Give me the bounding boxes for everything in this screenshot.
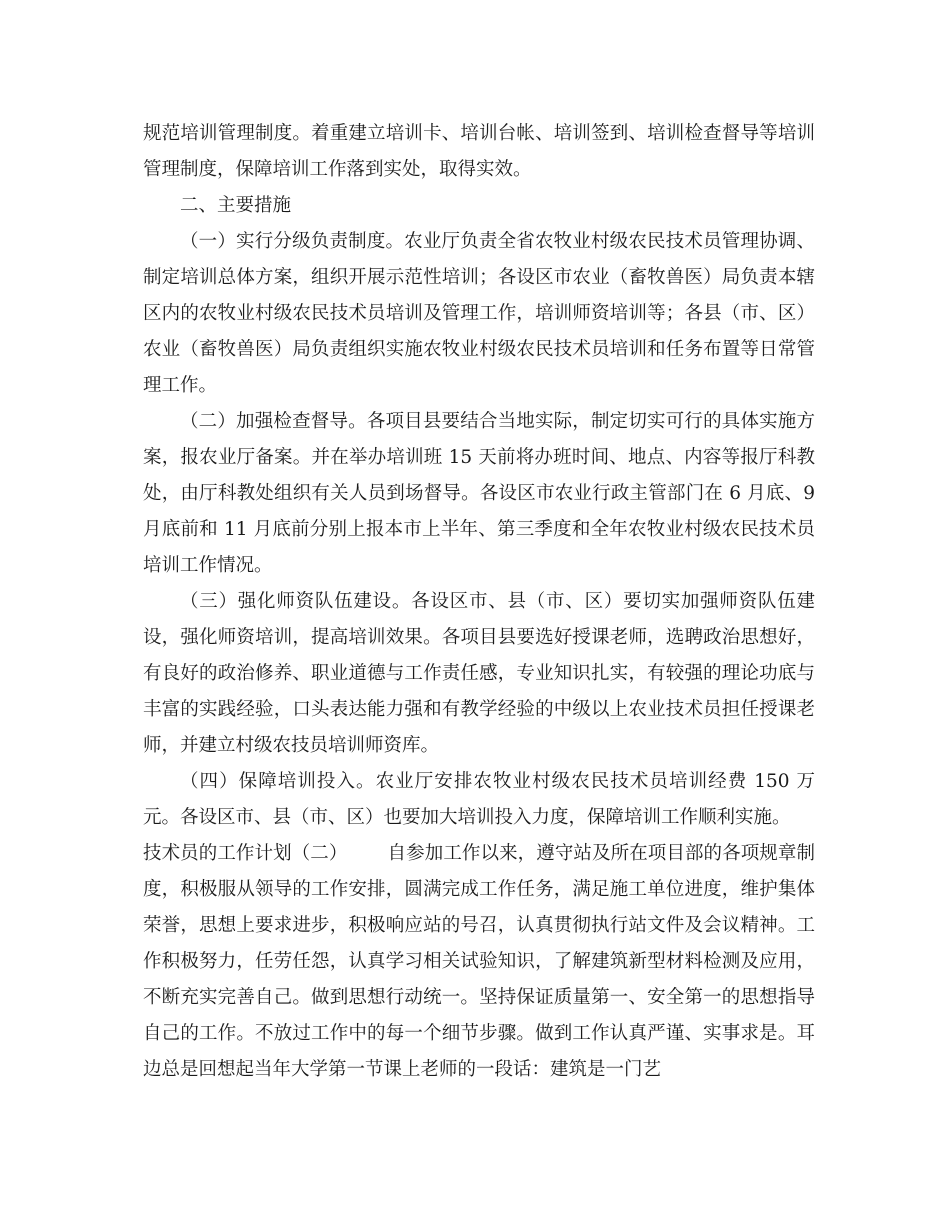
paragraph-continuation: 规范培训管理制度。着重建立培训卡、培训台帐、培训签到、培训检查督导等培训管理制度，保障培训工作落到实处，取得实效。 (143, 123, 815, 180)
document-body (143, 116, 815, 1088)
paragraph-measure-3: （三）强化师资队伍建设。各设区市、县（市、区）要切实加强师资队伍建设，强化师资培训，提高培训效果。各项目县要选好授课老师，选聘政治思想好，有良好的政治修养、职业道德与工作责任感，专业知识扎实，有较强的理论功底与丰富的实践经验，口头表达能力强和有教学经验的中级以上农业技术员担任授课老师，并建立村级农技员培训师资库。 (143, 591, 815, 756)
work-plan-text: 自参加工作以来，遵守站及所在项目部的各项规章制度，积极服从领导的工作安排，圆满完成工作任务，满足施工单位进度，维护集体荣誉，思想上要求进步，积极响应站的号召，认真贯彻执行站文件及会议精神。工作积极努力，任劳任怨，认真学习相关试验知识，了解建筑新型材料检测及应用，不断充实完善自己。做到思想行动统一。坚持保证质量第一、安全第一的思想指导自己的工作。不放过工作中的每一个细节步骤。做到工作认真严谨、实事求是。耳边总是回想起当年大学第一节课上老师的一段话：建筑是一门艺 (143, 843, 815, 1080)
paragraph-measure-1: （一）实行分级负责制度。农业厅负责全省农牧业村级农民技术员管理协调、制定培训总体方案，组织开展示范性培训；各设区市农业（畜牧兽医）局负责本辖区内的农牧业村级农民技术员培训及管理工作，培训师资培训等；各县（市、区）农业（畜牧兽医）局负责组织实施农牧业村级农民技术员培训和任务布置等日常管理工作。 (143, 231, 815, 396)
work-plan-title: 技术员的工作计划（二） (143, 843, 348, 864)
paragraph-work-plan-2 (143, 836, 815, 1088)
paragraph-measure-2: （二）加强检查督导。各项目县要结合当地实际，制定切实可行的具体实施方案，报农业厅备案。并在举办培训班 15 天前将办班时间、地点、内容等报厅科教处，由厅科教处组织有关人员到场督导。各设区市农业行政主管部门在 6 月底、9 月底前和 11 月底前分别上报本市上半年、第三季度和全年农牧业村级农民技术员培训工作情况。 (143, 411, 815, 576)
section-heading-main-measures: 二、主要措施 (180, 195, 292, 216)
paragraph-measure-4: （四）保障培训投入。农业厅安排农牧业村级农民技术员培训经费 150 万元。各设区市、县（市、区）也要加大培训投入力度，保障培训工作顺利实施。 (143, 771, 815, 828)
